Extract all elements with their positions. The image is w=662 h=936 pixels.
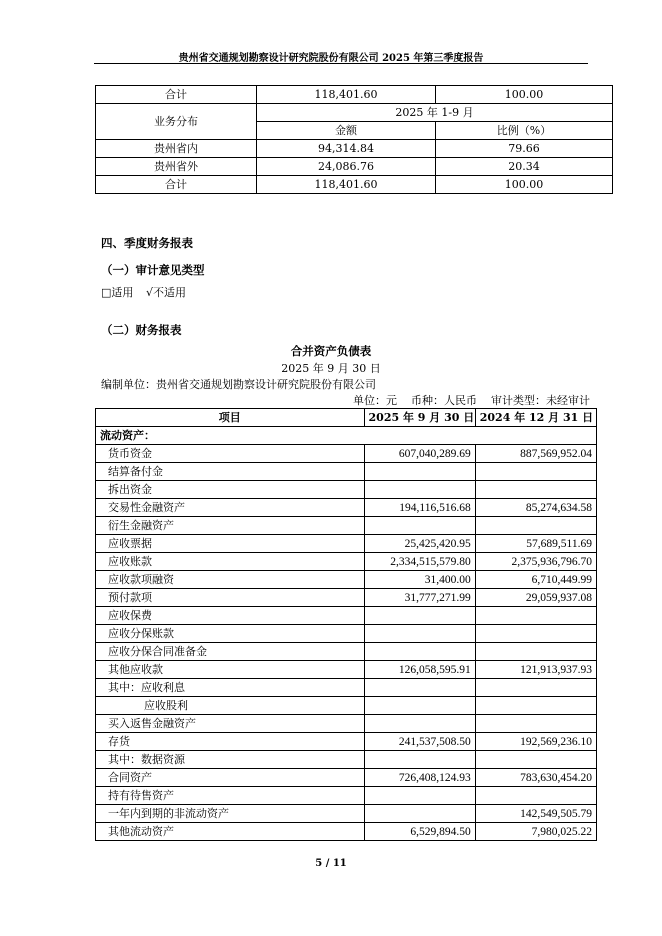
row-value-a: [364, 751, 475, 769]
table-row: [96, 679, 597, 697]
total-amount: 118,401.60: [257, 86, 436, 104]
row-value-b: [475, 643, 596, 661]
table-row: [96, 176, 613, 194]
row-value-a: [364, 517, 475, 535]
row-value-a: 2,334,515,579.80: [364, 553, 475, 571]
row-value-a: [364, 481, 475, 499]
table-row: [96, 589, 597, 607]
row-item: 货币资金: [96, 445, 365, 463]
row-item: 其他应收款: [96, 661, 365, 679]
business-distribution-label: 业务分布: [96, 104, 257, 140]
table-row: [96, 463, 597, 481]
table-header-row: [96, 409, 597, 427]
row-value-a: [364, 787, 475, 805]
ratio-header: 比例（%）: [436, 122, 613, 140]
amount-header: 金额: [257, 122, 436, 140]
row-item: 买入返售金融资产: [96, 715, 365, 733]
row-item: 一年内到期的非流动资产: [96, 805, 365, 823]
row-value-a: [364, 805, 475, 823]
audit-option-not-applicable: √不适用: [146, 286, 187, 299]
table-row: [96, 481, 597, 499]
row-item: 持有待售资产: [96, 787, 365, 805]
period-header: 2025 年 1-9 月: [257, 104, 613, 122]
table-row: [96, 751, 597, 769]
table-row: [96, 427, 597, 445]
row-value-a: 241,537,508.50: [364, 733, 475, 751]
row-value-a: 25,425,420.95: [364, 535, 475, 553]
row-value-b: 783,630,454.20: [475, 769, 596, 787]
table-row: [96, 643, 597, 661]
row-item: 合同资产: [96, 769, 365, 787]
row-value-b: [475, 751, 596, 769]
table-row: [96, 733, 597, 751]
row-value-b: 6,710,449.99: [475, 571, 596, 589]
current-assets-label: 流动资产：: [96, 427, 597, 445]
table-row: [96, 499, 597, 517]
total-label: 合计: [96, 86, 257, 104]
row-item: 应收账款: [96, 553, 365, 571]
balance-sheet-table: [95, 408, 597, 841]
row-value-b: 57,689,511.69: [475, 535, 596, 553]
table-row: [96, 823, 597, 841]
table-row: [96, 86, 613, 104]
row-value-b: [475, 697, 596, 715]
row-value-b: [475, 607, 596, 625]
row-item: 应收票据: [96, 535, 365, 553]
row-item: 其中：应收利息: [96, 679, 365, 697]
row-item: 预付款项: [96, 589, 365, 607]
row-value-a: [364, 463, 475, 481]
row-value-b: 887,569,952.04: [475, 445, 596, 463]
compiler-unit: 编制单位：贵州省交通规划勘察设计研究院股份有限公司: [101, 378, 376, 391]
row-value-b: [475, 481, 596, 499]
row-value-b: 7,980,025.22: [475, 823, 596, 841]
row-value-a: 194,116,516.68: [364, 499, 475, 517]
row-value-a: [364, 697, 475, 715]
col-date-b-header: 2024 年 12 月 31 日: [475, 409, 596, 427]
row-value-a: 31,777,271.99: [364, 589, 475, 607]
row-item: 存货: [96, 733, 365, 751]
row-label: 合计: [96, 176, 257, 194]
row-value-a: [364, 643, 475, 661]
row-ratio: 100.00: [436, 176, 613, 194]
row-value-a: 31,400.00: [364, 571, 475, 589]
col-date-a-header: 2025 年 9 月 30 日: [364, 409, 475, 427]
col-item-header: 项目: [96, 409, 365, 427]
row-item: 结算备付金: [96, 463, 365, 481]
row-value-a: 607,040,289.69: [364, 445, 475, 463]
audit-opinion-title: （一）审计意见类型: [101, 263, 205, 277]
table-row: [96, 535, 597, 553]
table-row: [96, 769, 597, 787]
row-value-b: 2,375,936,796.70: [475, 553, 596, 571]
row-item: 衍生金融资产: [96, 517, 365, 535]
row-item: 其他流动资产: [96, 823, 365, 841]
table-row: [96, 661, 597, 679]
table-row: [96, 445, 597, 463]
row-value-a: 126,058,595.91: [364, 661, 475, 679]
row-amount: 24,086.76: [257, 158, 436, 176]
balance-sheet-title: 合并资产负债表: [290, 344, 372, 358]
row-value-b: 121,913,937.93: [475, 661, 596, 679]
statements-title: （二）财务报表: [101, 323, 182, 337]
row-ratio: 79.66: [436, 140, 613, 158]
table-row: [96, 104, 613, 122]
row-item: 交易性金融资产: [96, 499, 365, 517]
table-row: [96, 715, 597, 733]
row-value-b: 29,059,937.08: [475, 589, 596, 607]
row-amount: 118,401.60: [257, 176, 436, 194]
row-value-a: [364, 607, 475, 625]
audit-option-applicable: □适用: [101, 286, 134, 299]
row-item: 应收保费: [96, 607, 365, 625]
row-ratio: 20.34: [436, 158, 613, 176]
total-ratio: 100.00: [436, 86, 613, 104]
table-row: [96, 697, 597, 715]
business-distribution-table: [95, 85, 613, 194]
table-row: [96, 787, 597, 805]
row-value-b: 192,569,236.10: [475, 733, 596, 751]
table-row: [96, 805, 597, 823]
row-value-b: [475, 679, 596, 697]
table-row: [96, 607, 597, 625]
table-row: [96, 517, 597, 535]
row-value-b: 142,549,505.79: [475, 805, 596, 823]
report-header-title: 贵州省交通规划勘察设计研究院股份有限公司 2025 年第三季度报告: [178, 53, 484, 64]
row-value-b: [475, 517, 596, 535]
row-item: 应收款项融资: [96, 571, 365, 589]
row-value-a: [364, 679, 475, 697]
row-label: 贵州省外: [96, 158, 257, 176]
row-value-a: [364, 625, 475, 643]
row-value-b: [475, 787, 596, 805]
row-value-b: 85,274,634.58: [475, 499, 596, 517]
row-value-a: 726,408,124.93: [364, 769, 475, 787]
header-divider: [94, 63, 588, 64]
row-value-b: [475, 463, 596, 481]
table-row: [96, 140, 613, 158]
row-amount: 94,314.84: [257, 140, 436, 158]
row-item: 其中：数据资源: [96, 751, 365, 769]
page-number: 5 / 11: [315, 858, 347, 869]
row-value-a: 6,529,894.50: [364, 823, 475, 841]
row-value-b: [475, 715, 596, 733]
row-value-a: [364, 715, 475, 733]
table-row: [96, 553, 597, 571]
unit-currency-audit: 单位：元 币种：人民币 审计类型：未经审计: [353, 394, 590, 407]
row-item: 拆出资金: [96, 481, 365, 499]
row-value-b: [475, 625, 596, 643]
table-row: [96, 625, 597, 643]
row-label: 贵州省内: [96, 140, 257, 158]
row-item: 应收分保账款: [96, 625, 365, 643]
row-item: 应收股利: [96, 697, 365, 715]
balance-sheet-date: 2025 年 9 月 30 日: [281, 362, 381, 375]
table-row: [96, 158, 613, 176]
section-title: 四、季度财务报表: [101, 236, 193, 250]
table-row: [96, 571, 597, 589]
row-item: 应收分保合同准备金: [96, 643, 365, 661]
